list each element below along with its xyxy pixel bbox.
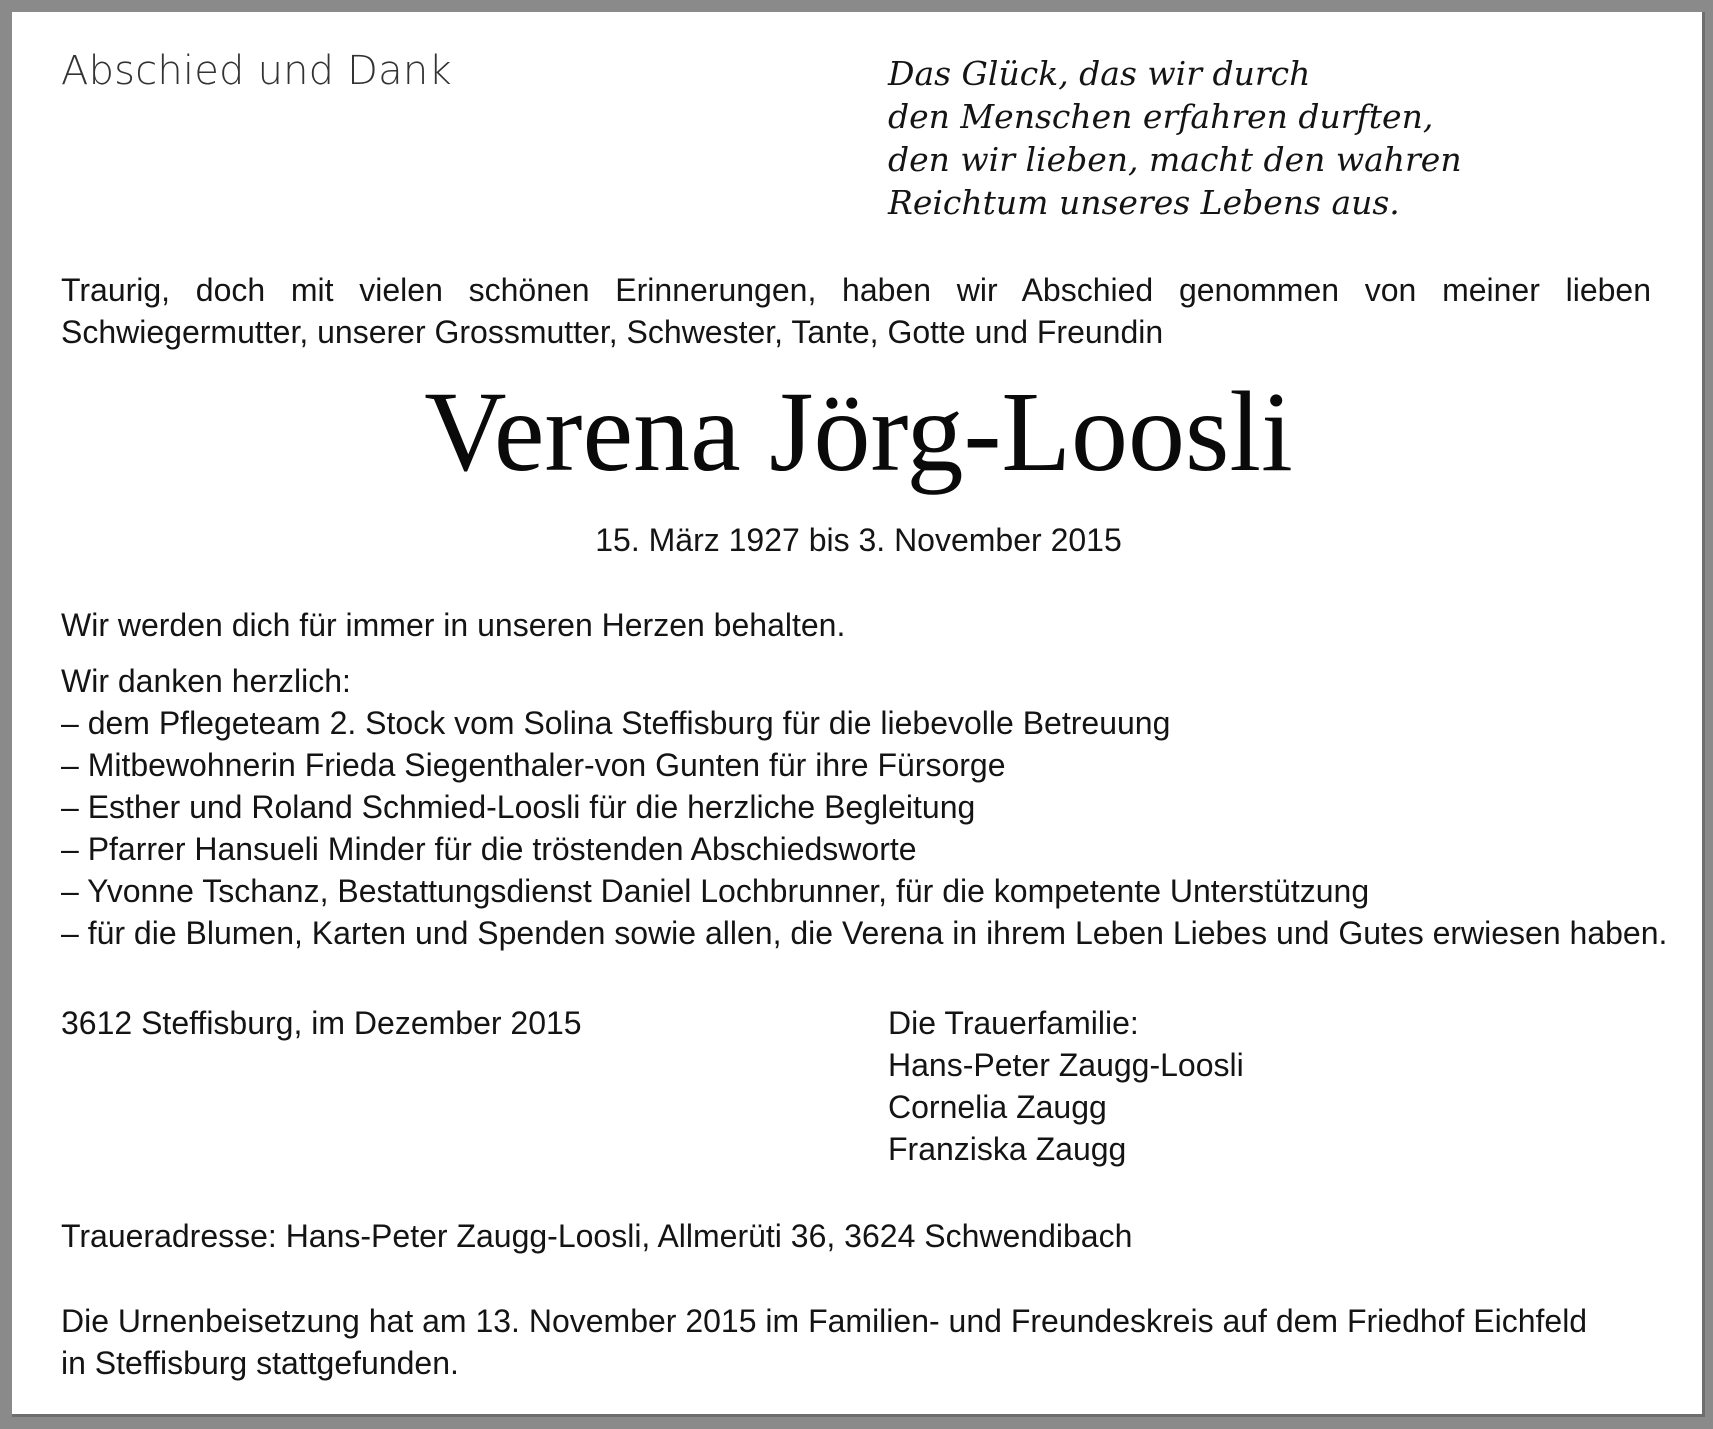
mourning-family <box>888 1002 1244 1170</box>
family-member: Hans-Peter Zaugg-Loosli <box>888 1047 1244 1083</box>
burial-notice <box>61 1300 1651 1384</box>
quote-block <box>888 52 1462 224</box>
thanks-item: – Yvonne Tschanz, Bestattungsdienst Daniel Lochbrunner, für die kompetente Unterstützung <box>61 873 1370 909</box>
family-member: Franziska Zaugg <box>888 1131 1127 1167</box>
quote-line: Reichtum unseres Lebens aus. <box>888 183 1400 222</box>
thanks-item: – Mitbewohnerin Frieda Siegenthaler-von Gunten für ihre Fürsorge <box>61 747 1006 783</box>
place-date: 3612 Steffisburg, im Dezember 2015 <box>61 1005 582 1041</box>
family-member: Cornelia Zaugg <box>888 1089 1107 1125</box>
deceased-name: Verena Jörg-Loosli <box>424 368 1293 495</box>
memorial-message: Wir werden dich für immer in unseren Herzen behalten. <box>61 607 846 643</box>
intro-paragraph: Traurig, doch mit vielen schönen Erinnerungen, haben wir Abschied genommen von meiner lieben Schwiegermutter, unserer Grossmutter, Schwester, Tante, Gotte und Freundin <box>61 272 1651 350</box>
thanks-list <box>61 660 1667 954</box>
thanks-intro: Wir danken herzlich: <box>61 663 351 699</box>
obituary-page <box>12 12 1705 1417</box>
family-label: Die Trauerfamilie: <box>888 1005 1139 1041</box>
thanks-item: – dem Pflegeteam 2. Stock vom Solina Steffisburg für die liebevolle Betreuung <box>61 705 1171 741</box>
thanks-item: – Pfarrer Hansueli Minder für die tröstenden Abschiedsworte <box>61 831 917 867</box>
burial-line: Die Urnenbeisetzung hat am 13. November 2015 im Familien- und Freundeskreis auf dem Friedhof Eichfeld <box>61 1303 1588 1339</box>
life-dates: 15. März 1927 bis 3. November 2015 <box>595 522 1122 558</box>
burial-line: in Steffisburg stattgefunden. <box>61 1345 459 1381</box>
quote-line: Das Glück, das wir durch <box>888 54 1311 93</box>
page-title: Abschied und Dank <box>61 48 452 94</box>
thanks-item: – für die Blumen, Karten und Spenden sowie allen, die Verena in ihrem Leben Liebes und Gutes erwiesen haben. <box>61 915 1668 951</box>
thanks-item: – Esther und Roland Schmied-Loosli für die herzliche Begleitung <box>61 789 976 825</box>
quote-line: den wir lieben, macht den wahren <box>888 140 1462 179</box>
mourning-address: Traueradresse: Hans-Peter Zaugg-Loosli, Allmerüti 36, 3624 Schwendibach <box>61 1218 1133 1254</box>
quote-line: den Menschen erfahren durften, <box>888 97 1434 136</box>
